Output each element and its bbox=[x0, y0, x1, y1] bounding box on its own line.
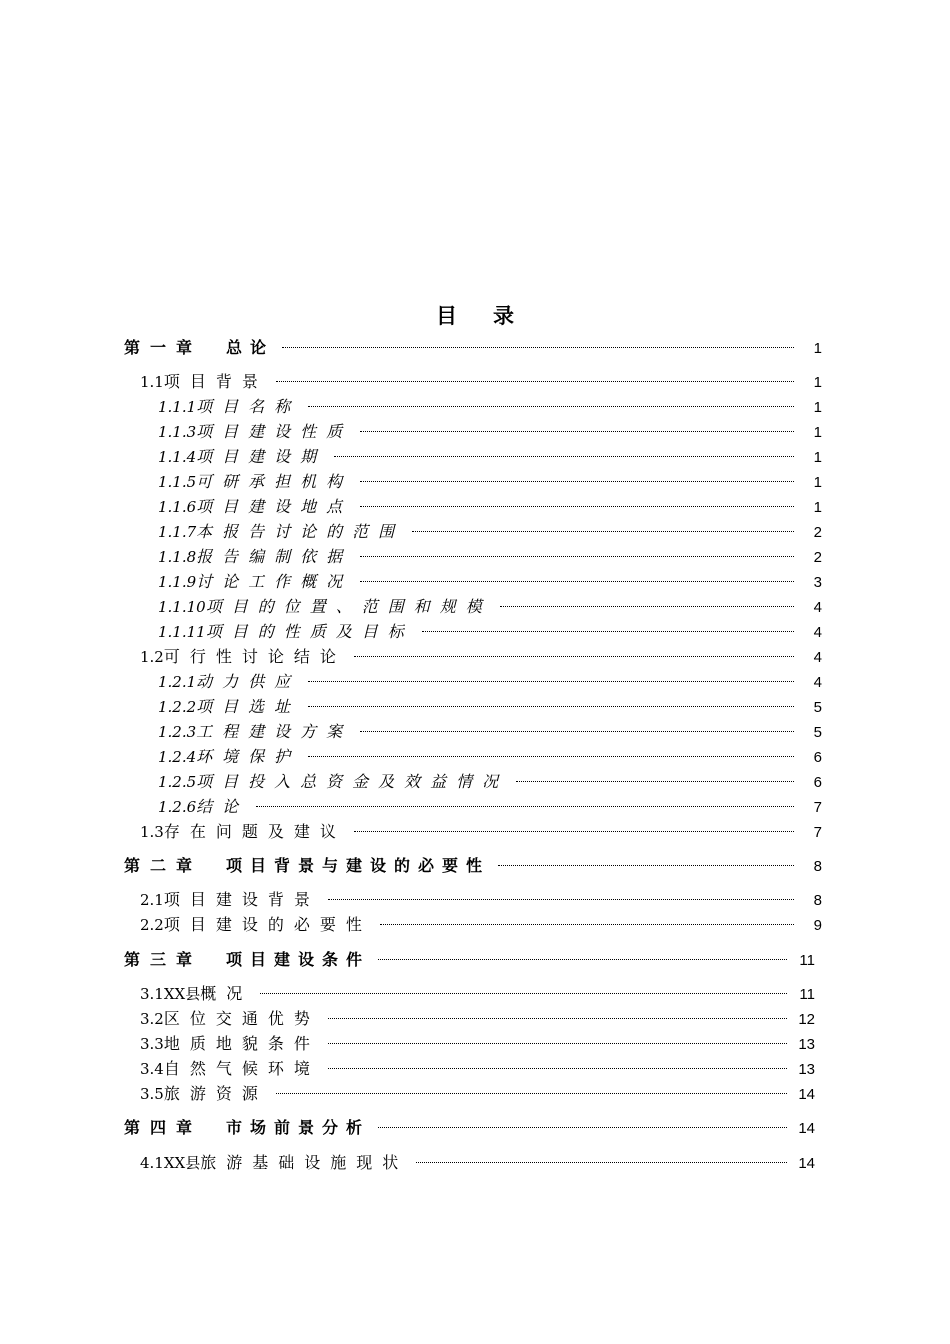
toc-entry-label bbox=[124, 949, 370, 971]
toc-entry-code: 1.1.3 bbox=[158, 423, 197, 441]
toc-entry-text: 区位交通优势 bbox=[163, 1009, 320, 1028]
toc-entry-text: 存在问题及建议 bbox=[163, 822, 346, 841]
toc-entry-code: 1.3 bbox=[140, 823, 164, 841]
toc-entry-label bbox=[158, 396, 300, 418]
toc-page-number: 11 bbox=[799, 986, 815, 1003]
toc-section-entry[interactable] bbox=[140, 889, 822, 911]
toc-entry-text: 项目建设背景 bbox=[163, 890, 320, 909]
toc-entry-code: 1.2.1 bbox=[158, 673, 197, 691]
toc-entry-text: 项目选址 bbox=[196, 697, 301, 716]
toc-entry-label bbox=[158, 546, 352, 568]
toc-entry-code: 2.1 bbox=[140, 891, 164, 909]
toc-page-number: 4 bbox=[813, 649, 822, 666]
toc-entry-label bbox=[140, 1152, 408, 1174]
toc-page-number: 4 bbox=[813, 599, 822, 616]
toc-entry-text: 自然气候环境 bbox=[163, 1059, 320, 1078]
toc-entry-text: 项目建设性质 bbox=[196, 422, 353, 441]
toc-subsection-entry[interactable] bbox=[158, 746, 822, 768]
toc-subsection-entry[interactable] bbox=[158, 771, 822, 793]
toc-page-number: 1 bbox=[813, 449, 822, 466]
toc-entry-label bbox=[158, 446, 326, 468]
toc-section-entry[interactable] bbox=[140, 1008, 815, 1030]
toc-entry-label bbox=[124, 1117, 370, 1139]
toc-entry-label bbox=[140, 983, 252, 1005]
toc-subsection-entry[interactable] bbox=[158, 671, 822, 693]
toc-page-number: 11 bbox=[799, 952, 815, 969]
toc-page-number: 4 bbox=[813, 674, 822, 691]
toc-subsection-entry[interactable] bbox=[158, 596, 822, 618]
toc-entry-code: 1.2.5 bbox=[158, 773, 197, 791]
toc-entry-code: 4.1XX县 bbox=[140, 1154, 201, 1172]
toc-entry-code: 1.1.8 bbox=[158, 548, 197, 566]
toc-leader-dots bbox=[282, 347, 794, 348]
toc-subsection-entry[interactable] bbox=[158, 421, 822, 443]
toc-entry-label bbox=[140, 914, 372, 936]
toc-entry-label bbox=[158, 596, 492, 618]
toc-leader-dots bbox=[354, 656, 794, 657]
toc-entry-text: 项目建设的必要性 bbox=[163, 915, 372, 934]
toc-section-entry[interactable] bbox=[140, 646, 822, 668]
toc-page-number: 7 bbox=[813, 824, 822, 841]
toc-chapter-number: 第二章 bbox=[124, 856, 203, 875]
toc-subsection-entry[interactable] bbox=[158, 721, 822, 743]
toc-chapter-entry[interactable] bbox=[124, 1117, 815, 1139]
toc-entry-label bbox=[158, 571, 352, 593]
toc-subsection-entry[interactable] bbox=[158, 796, 822, 818]
toc-section-entry[interactable] bbox=[140, 1033, 815, 1055]
toc-entry-code: 1.2.6 bbox=[158, 798, 197, 816]
toc-entry-code: 1.2.4 bbox=[158, 748, 197, 766]
toc-entry-code: 1.1.9 bbox=[158, 573, 197, 591]
toc-leader-dots bbox=[498, 865, 794, 866]
toc-entry-code: 1.2.3 bbox=[158, 723, 197, 741]
toc-page-number: 4 bbox=[813, 624, 822, 641]
toc-leader-dots bbox=[308, 681, 794, 682]
toc-subsection-entry[interactable] bbox=[158, 471, 822, 493]
toc-entry-label bbox=[140, 1008, 320, 1030]
toc-entry-code: 1.2 bbox=[140, 648, 164, 666]
toc-page-number: 14 bbox=[798, 1155, 815, 1172]
toc-entry-label bbox=[158, 771, 508, 793]
toc-entry-label bbox=[140, 889, 320, 911]
toc-page-number: 3 bbox=[813, 574, 822, 591]
toc-entry-text: 工程建设方案 bbox=[196, 722, 353, 741]
toc-entry-label bbox=[158, 621, 414, 643]
toc-page-number: 1 bbox=[813, 474, 822, 491]
toc-section-entry[interactable] bbox=[140, 983, 815, 1005]
toc-chapter-entry[interactable] bbox=[124, 949, 815, 971]
toc-leader-dots bbox=[328, 1043, 787, 1044]
toc-entry-label bbox=[140, 821, 346, 843]
toc-subsection-entry[interactable] bbox=[158, 521, 822, 543]
toc-page-number: 7 bbox=[813, 799, 822, 816]
toc-leader-dots bbox=[256, 806, 794, 807]
toc-leader-dots bbox=[360, 556, 794, 557]
toc-leader-dots bbox=[378, 959, 787, 960]
toc-chapter-number: 第四章 bbox=[124, 1118, 203, 1137]
toc-entry-code: 3.4 bbox=[140, 1060, 164, 1078]
toc-chapter-number: 第三章 bbox=[124, 950, 203, 969]
toc-subsection-entry[interactable] bbox=[158, 621, 822, 643]
toc-page-number: 6 bbox=[813, 774, 822, 791]
toc-title-char-1: 目 bbox=[436, 304, 457, 328]
toc-section-entry[interactable] bbox=[140, 371, 822, 393]
toc-entry-label bbox=[140, 1033, 320, 1055]
toc-page-number: 9 bbox=[813, 917, 822, 934]
toc-entry-code: 3.2 bbox=[140, 1010, 164, 1028]
toc-entry-text: 项目背景 bbox=[163, 372, 268, 391]
toc-leader-dots bbox=[422, 631, 794, 632]
toc-subsection-entry[interactable] bbox=[158, 696, 822, 718]
toc-entry-code: 3.3 bbox=[140, 1035, 164, 1053]
toc-leader-dots bbox=[360, 581, 794, 582]
toc-leader-dots bbox=[360, 506, 794, 507]
toc-leader-dots bbox=[276, 381, 794, 382]
toc-entry-label bbox=[158, 671, 300, 693]
toc-entry-label bbox=[158, 746, 300, 768]
toc-page-number: 8 bbox=[813, 858, 822, 875]
toc-page-number: 13 bbox=[798, 1061, 815, 1078]
toc-page-number: 5 bbox=[813, 724, 822, 741]
toc-page-number: 8 bbox=[813, 892, 822, 909]
toc-leader-dots bbox=[260, 993, 787, 994]
toc-leader-dots bbox=[276, 1093, 787, 1094]
toc-subsection-entry[interactable] bbox=[158, 446, 822, 468]
toc-page-number: 14 bbox=[798, 1086, 815, 1103]
toc-page-number: 1 bbox=[813, 399, 822, 416]
toc-page-number: 1 bbox=[813, 340, 822, 357]
toc-subsection-entry[interactable] bbox=[158, 496, 822, 518]
toc-entry-text: 旅游资源 bbox=[163, 1084, 268, 1103]
toc-entry-code: 1.1.7 bbox=[158, 523, 197, 541]
toc-leader-dots bbox=[360, 431, 794, 432]
toc-entry-code: 1.2.2 bbox=[158, 698, 197, 716]
toc-entry-label bbox=[158, 496, 352, 518]
toc-entry-text: 可行性讨论结论 bbox=[163, 647, 346, 666]
toc-leader-dots bbox=[308, 406, 794, 407]
toc-entry-text: 本报告讨论的范围 bbox=[196, 522, 405, 541]
toc-page-number: 5 bbox=[813, 699, 822, 716]
toc-section-entry[interactable] bbox=[140, 1083, 815, 1105]
toc-entry-text: 地质地貌条件 bbox=[163, 1034, 320, 1053]
toc-entry-code: 1.1.11 bbox=[158, 623, 206, 641]
toc-page-number: 1 bbox=[813, 374, 822, 391]
toc-page-number: 1 bbox=[813, 499, 822, 516]
toc-entry-code: 1.1.4 bbox=[158, 448, 197, 466]
toc-subsection-entry[interactable] bbox=[158, 571, 822, 593]
toc-leader-dots bbox=[360, 481, 794, 482]
toc-page-number: 2 bbox=[813, 524, 822, 541]
toc-entry-code: 1.1.1 bbox=[158, 398, 197, 416]
toc-subsection-entry[interactable] bbox=[158, 546, 822, 568]
toc-entry-code: 1.1 bbox=[140, 373, 164, 391]
toc-subsection-entry[interactable] bbox=[158, 396, 822, 418]
toc-entry-text: 旅游基础设施现状 bbox=[200, 1153, 409, 1172]
toc-leader-dots bbox=[516, 781, 794, 782]
toc-leader-dots bbox=[416, 1162, 787, 1163]
toc-leader-dots bbox=[328, 1068, 787, 1069]
toc-entry-text: 讨论工作概况 bbox=[196, 572, 353, 591]
toc-chapter-name: 总论 bbox=[226, 338, 275, 357]
toc-entry-label bbox=[140, 1058, 320, 1080]
toc-chapter-entry[interactable] bbox=[124, 855, 822, 877]
toc-section-entry[interactable] bbox=[140, 821, 822, 843]
toc-entry-label bbox=[124, 337, 274, 359]
toc-section-entry[interactable] bbox=[140, 1152, 815, 1174]
toc-leader-dots bbox=[328, 1018, 787, 1019]
toc-leader-dots bbox=[354, 831, 794, 832]
toc-entry-text: 项目建设期 bbox=[196, 447, 327, 466]
toc-leader-dots bbox=[328, 899, 794, 900]
toc-entry-code: 2.2 bbox=[140, 916, 164, 934]
toc-entry-label bbox=[140, 371, 268, 393]
toc-entry-text: 项目的性质及目标 bbox=[205, 622, 414, 641]
toc-entry-label bbox=[158, 471, 352, 493]
toc-entry-code: 1.1.5 bbox=[158, 473, 197, 491]
toc-entry-code: 3.1XX县 bbox=[140, 985, 201, 1003]
toc-entry-code: 3.5 bbox=[140, 1085, 164, 1103]
toc-entry-code: 1.1.6 bbox=[158, 498, 197, 516]
toc-entry-label bbox=[158, 721, 352, 743]
toc-entry-text: 概况 bbox=[200, 984, 253, 1003]
toc-entry-text: 项目的位置、范围和规模 bbox=[205, 597, 492, 616]
toc-leader-dots bbox=[412, 531, 794, 532]
toc-entry-code: 1.1.10 bbox=[158, 598, 206, 616]
toc-entry-text: 项目投入总资金及效益情况 bbox=[196, 772, 509, 791]
toc-page-number: 12 bbox=[798, 1011, 815, 1028]
toc-leader-dots bbox=[500, 606, 794, 607]
toc-page-number: 2 bbox=[813, 549, 822, 566]
toc-entry-text: 环境保护 bbox=[196, 747, 301, 766]
toc-chapter-number: 第一章 bbox=[124, 338, 203, 357]
toc-leader-dots bbox=[308, 706, 794, 707]
toc-entry-text: 项目建设地点 bbox=[196, 497, 353, 516]
toc-entry-label bbox=[158, 696, 300, 718]
toc-section-entry[interactable] bbox=[140, 1058, 815, 1080]
toc-chapter-name: 市场前景分析 bbox=[226, 1118, 371, 1137]
toc-leader-dots bbox=[308, 756, 794, 757]
toc-entry-label bbox=[158, 796, 248, 818]
toc-entry-text: 动力供应 bbox=[196, 672, 301, 691]
toc-page-number: 14 bbox=[798, 1120, 815, 1137]
toc-entry-label bbox=[158, 521, 404, 543]
toc-entry-text: 结论 bbox=[196, 797, 249, 816]
toc-page-number: 6 bbox=[813, 749, 822, 766]
toc-entry-label bbox=[140, 1083, 268, 1105]
toc-entry-text: 报告编制依据 bbox=[196, 547, 353, 566]
toc-entry-label bbox=[158, 421, 352, 443]
toc-section-entry[interactable] bbox=[140, 914, 822, 936]
toc-page-number: 1 bbox=[813, 424, 822, 441]
toc-entry-label bbox=[140, 646, 346, 668]
toc-title-char-2: 录 bbox=[493, 304, 514, 328]
toc-chapter-entry[interactable] bbox=[124, 337, 822, 359]
toc-leader-dots bbox=[380, 924, 794, 925]
toc-entry-text: 项目名称 bbox=[196, 397, 301, 416]
toc-page-number: 13 bbox=[798, 1036, 815, 1053]
toc-chapter-name: 项目背景与建设的必要性 bbox=[226, 856, 491, 875]
toc-entry-label bbox=[124, 855, 490, 877]
toc-leader-dots bbox=[378, 1127, 787, 1128]
toc-chapter-name: 项目建设条件 bbox=[226, 950, 371, 969]
toc-leader-dots bbox=[360, 731, 794, 732]
toc-leader-dots bbox=[334, 456, 794, 457]
toc-entry-text: 可研承担机构 bbox=[196, 472, 353, 491]
